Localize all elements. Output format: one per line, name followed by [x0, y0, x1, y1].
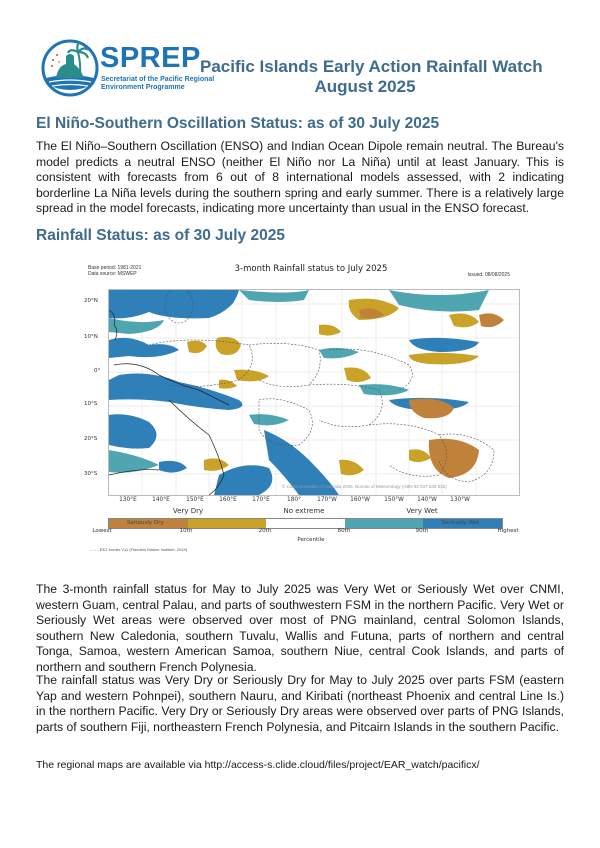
figure-title: 3-month Rainfall status to July 2025	[234, 264, 388, 274]
band-very-wet	[345, 519, 424, 528]
eez-note: - - - - EEZ border V11 (Flanders Marine Institute, 2019)	[90, 547, 188, 552]
lon-label: 150°W	[384, 497, 404, 503]
lon-label: 160°W	[350, 497, 370, 503]
map-graphic	[109, 290, 519, 495]
logo-subtitle-line1: Secretariat of the Pacific Regional	[101, 76, 215, 83]
lat-label: 10°S	[84, 401, 98, 407]
sprep-logo	[40, 38, 215, 98]
tick-label: 90th	[415, 528, 429, 534]
rainfall-wet-summary: The 3-month rainfall status for May to July 2025 was Very Wet or Seriously Wet over CNMI, western Guam, central Palau, and parts of southwestern FSM in the northern Pacific. Very Wet or Seriously Wet areas were observed over most of PNG mainland, central Solomon Islands, southern New Caledonia, southern Tuvalu, Wallis and Futuna, parts of northern and central Tonga, Samoa, western American Samoa, southern Niue, central Cook Islands, and parts of northern and southern French Polynesia.	[36, 582, 564, 674]
logo-subtitle-line2: Environment Programme	[101, 84, 185, 91]
tick-label: Lowest	[92, 528, 112, 534]
tick-label: 20th	[258, 528, 272, 534]
title-line1: Pacific Islands Early Action Rainfall Watch	[200, 57, 543, 76]
lon-axis	[108, 497, 518, 507]
tick-label: 10th	[179, 528, 193, 534]
base-period: Base period: 1981-2021	[88, 265, 142, 271]
rainfall-dry-summary: The rainfall status was Very Dry or Seriously Dry for May to July 2025 over parts FSM (eastern Yap and western Pohnpei), southern Nauru, and Kiribati (northeast Phoenix and central Line Is.) in the northern Pacific. Very Dry or Seriously Dry areas were observed over parts of PNG Islands, parts of southern Fiji, northeastern French Polynesia, and Pitcairn Islands in the southern Pacific.	[36, 673, 564, 734]
enso-heading: El Niño-Southern Oscillation Status: as of 30 July 2025	[36, 115, 440, 132]
issued-date: Issued: 08/08/2025	[467, 272, 510, 278]
tick-label: Highest	[497, 528, 519, 534]
rainfall-heading: Rainfall Status: as of 30 July 2025	[36, 227, 285, 244]
regional-maps-note[interactable]: The regional maps are available via http://access-s.clide.cloud/files/project/EAR_watch/pacificx/	[36, 759, 480, 771]
data-source: Data source: MSWEP	[88, 271, 137, 277]
logo-wordmark: SPREP	[100, 42, 201, 74]
legend-category-very-dry: Very Dry	[172, 507, 204, 515]
title-line2: August 2025	[314, 77, 416, 96]
lon-label: 170°E	[252, 497, 270, 503]
legend-category-very-wet: Very Wet	[406, 507, 438, 515]
rainfall-map	[108, 289, 520, 496]
lon-label: 140°W	[417, 497, 437, 503]
lat-label: 0°	[94, 368, 101, 374]
document-title	[200, 57, 543, 97]
lon-label: 160°E	[219, 497, 237, 503]
band-no-extreme	[266, 519, 345, 528]
lon-label: 170°W	[317, 497, 337, 503]
lat-label: 30°S	[84, 471, 98, 477]
percentile-axis-label: Percentile	[297, 537, 325, 543]
lat-label: 20°S	[84, 436, 98, 442]
lon-label: 180°	[287, 497, 301, 503]
map-copyright: © Commonwealth of Australia 2025, Bureau of Meteorology (ABN 92 637 533 532)	[282, 484, 447, 489]
rainfall-status-map-figure	[82, 258, 540, 558]
band-very-dry	[188, 519, 267, 528]
legend-categories	[108, 507, 518, 517]
lat-label: 10°N	[84, 334, 98, 340]
tick-label: 80th	[337, 528, 351, 534]
lon-label: 150°E	[186, 497, 204, 503]
percentile-ticks	[92, 528, 519, 536]
page-header	[0, 0, 600, 105]
band-seriously-wet: Seriously Wet	[423, 519, 502, 528]
lon-label: 130°W	[450, 497, 470, 503]
lon-label: 130°E	[119, 497, 137, 503]
sprep-emblem-icon	[40, 38, 100, 98]
lat-label: 20°N	[84, 298, 98, 304]
band-seriously-dry: Seriously Dry	[109, 519, 188, 528]
enso-body: The El Niño–Southern Oscillation (ENSO) and Indian Ocean Dipole remain neutral. The Bureau's model predicts a neutral ENSO (neither El Niño nor La Niña) until at least January. This is consistent with forecasts from 6 out of 8 international models assessed, with 2 indicating borderline La Niña levels during the southern spring and early summer. There is a relatively large spread in the model forecasts, indicating more uncertainty than usual in the ENSO forecast.	[36, 139, 564, 216]
legend-category-no-extreme: No extreme	[283, 507, 325, 515]
lon-label: 140°E	[152, 497, 170, 503]
